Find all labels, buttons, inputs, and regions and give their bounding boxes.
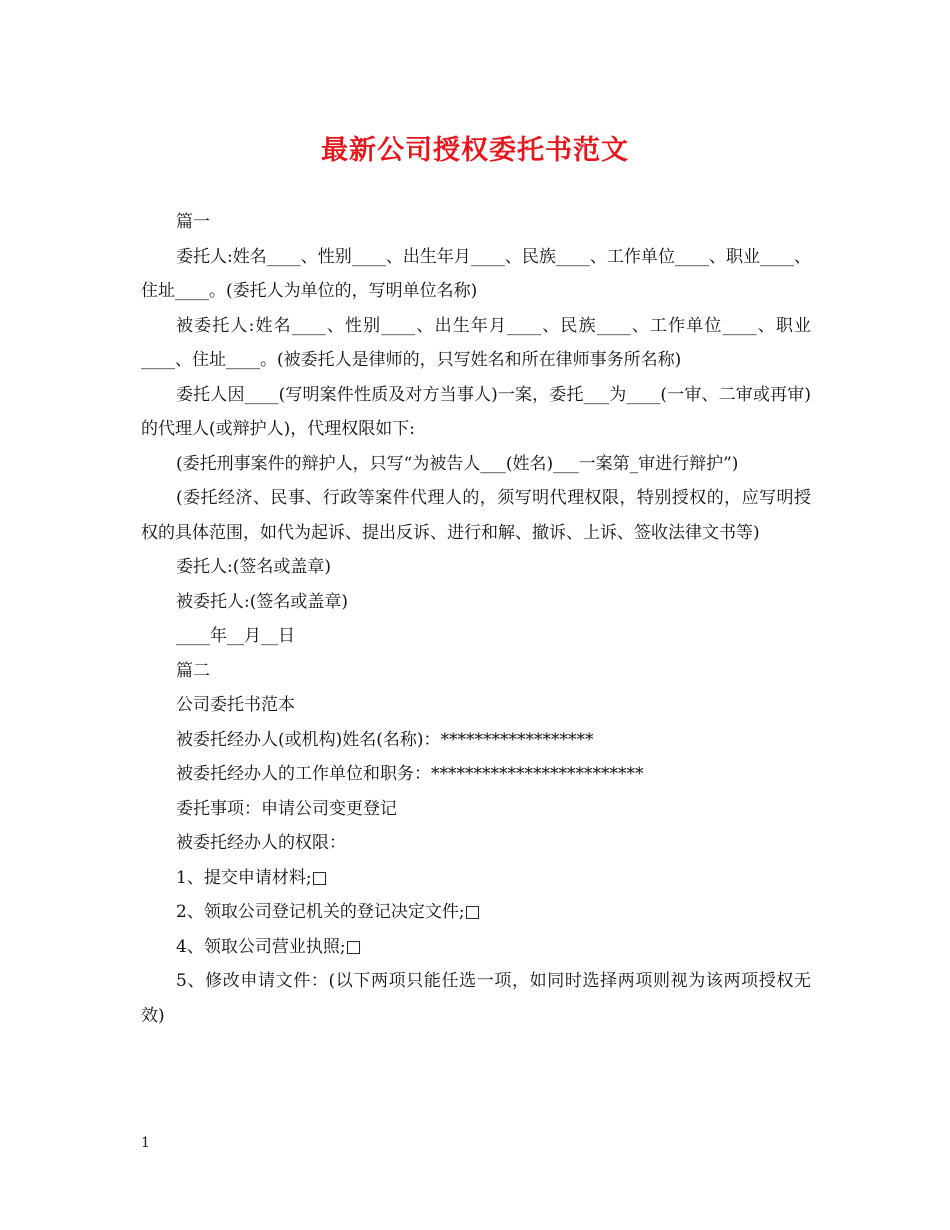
authority-item-2: 2、领取公司登记机关的登记决定文件;□ — [176, 902, 481, 922]
authority-item-4: 4、领取公司营业执照;□ — [176, 936, 362, 957]
date-line: ____年__月__日 — [176, 626, 295, 646]
authority-item-1: 1、提交申请材料;□ — [176, 867, 328, 888]
authority-item-5: 5、修改申请文件：(以下两项只能任选一项，如同时选择两项则视为该两项授权无效) — [141, 971, 811, 1026]
principal-signature-line: 委托人:(签名或盖章) — [176, 557, 331, 577]
agent-authority-heading: 被委托经办人的权限： — [176, 833, 346, 853]
paragraph-civil-note: (委托经济、民事、行政等案件代理人的，须写明代理权限，特别授权的，应写明授权的具体范围，如代为起诉、提出反诉、进行和解、撤诉、上诉、签收法律文书等) — [141, 488, 811, 543]
document-title: 最新公司授权委托书范文 — [321, 135, 629, 166]
paragraph-principal-info: 委托人:姓名____、性别____、出生年月____、民族____、工作单位____、职业____、住址____。(委托人为单位的，写明单位名称) — [141, 246, 811, 301]
section-heading-2: 篇二 — [176, 660, 210, 681]
agent-signature-line: 被委托人:(签名或盖章) — [176, 591, 348, 612]
paragraph-case-delegation: 委托人因____(写明案件性质及对方当事人)一案，委托___为____(一审、二审或再审)的代理人(或辩护人)，代理权限如下: — [141, 384, 811, 439]
agent-position-line: 被委托经办人的工作单位和职务：************************* — [176, 764, 644, 784]
paragraph-agent-info: 被委托人:姓名____、性别____、出生年月____、民族____、工作单位____、职业____、住址____。(被委托人是律师的，只写姓名和所在律师事务所名称) — [141, 315, 811, 370]
commission-matter-line: 委托事项：申请公司变更登记 — [176, 798, 397, 819]
template-title: 公司委托书范本 — [176, 695, 295, 715]
section-heading-1: 篇一 — [176, 212, 210, 232]
document-body — [141, 205, 811, 1033]
paragraph-criminal-note: (委托刑事案件的辩护人，只写“为被告人___(姓名)___一案第_审进行辩护”) — [176, 453, 739, 474]
page-number: 1 — [141, 1135, 150, 1151]
agent-name-line: 被委托经办人(或机构)姓名(名称)：****************** — [176, 729, 594, 750]
